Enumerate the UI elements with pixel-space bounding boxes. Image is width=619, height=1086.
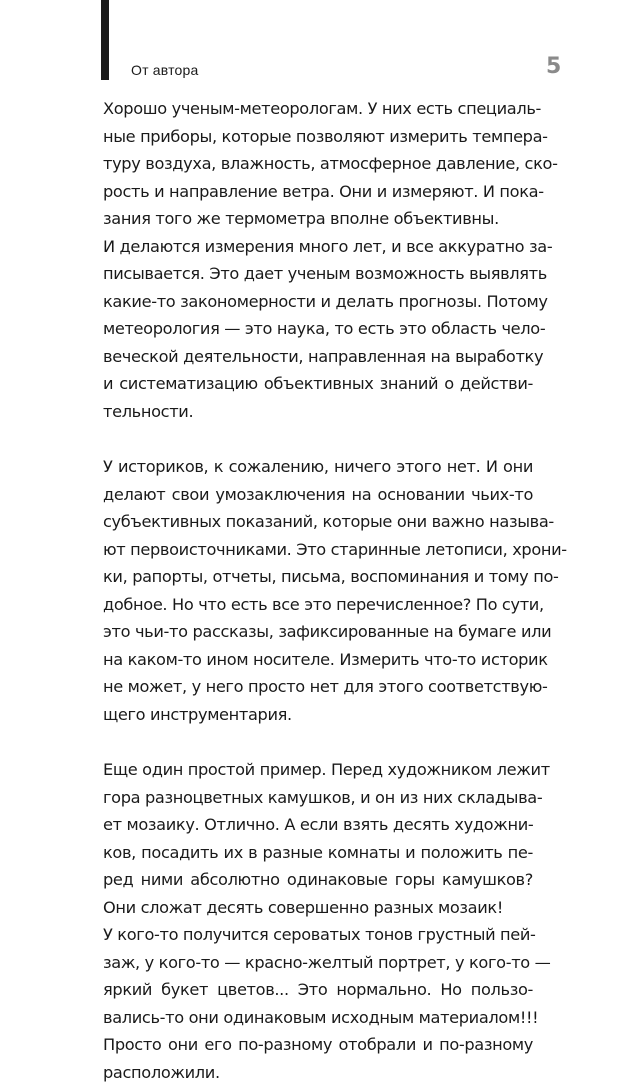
text-line: Хорошо ученым-метеорологам. У них есть специаль- <box>103 95 533 123</box>
text-line: метеорология — это наука, то есть это область чело- <box>103 315 533 343</box>
text-line: вались-то они одинаковым исходным материалом!!! <box>103 1004 533 1032</box>
text-line: туру воздуха, влажность, атмосферное давление, ско- <box>103 150 533 178</box>
text-line: гора разноцветных камушков, и он из них складыва- <box>103 784 533 812</box>
text-line: Еще один простой пример. Перед художником лежит <box>103 756 533 784</box>
text-line: рость и направление ветра. Они и измеряют. И пока- <box>103 178 533 206</box>
text-line: не может, у него просто нет для этого соответствую- <box>103 673 533 701</box>
text-line: щего инструментария. <box>103 701 533 729</box>
text-line: расположили. <box>103 1059 533 1086</box>
text-line: делают свои умозаключения на основании чьих-то <box>103 481 533 509</box>
page-number: 5 <box>546 54 561 79</box>
text-line: ют первоисточниками. Это старинные летописи, хрони- <box>103 536 533 564</box>
text-line: яркий букет цветов... Это нормально. Но пользо- <box>103 976 533 1004</box>
text-line: ков, посадить их в разные комнаты и положить пе- <box>103 839 533 867</box>
text-line: веческой деятельности, направленная на выработку <box>103 343 533 371</box>
header-vertical-bar <box>101 0 109 80</box>
text-line: И делаются измерения много лет, и все аккуратно за- <box>103 233 533 261</box>
body-text <box>103 95 533 1086</box>
text-line: Просто они его по-разному отобрали и по-разному <box>103 1031 533 1059</box>
running-head: От автора <box>131 62 199 78</box>
text-line: добное. Но что есть все это перечисленное? По сути, <box>103 591 533 619</box>
text-line: на каком-то ином носителе. Измерить что-то историк <box>103 646 533 674</box>
text-line: зания того же термометра вполне объективны. <box>103 205 533 233</box>
paragraph-3 <box>103 756 533 1086</box>
text-line: ки, рапорты, отчеты, письма, воспоминания и тому по- <box>103 563 533 591</box>
text-line: тельности. <box>103 398 533 426</box>
text-line: Они сложат десять совершенно разных мозаик! <box>103 894 533 922</box>
text-line: ред ними абсолютно одинаковые горы камушков? <box>103 866 533 894</box>
text-line: У кого-то получится сероватых тонов грустный пей- <box>103 921 533 949</box>
text-line: и систематизацию объективных знаний о действи- <box>103 370 533 398</box>
text-line: какие-то закономерности и делать прогнозы. Потому <box>103 288 533 316</box>
text-line: У историков, к сожалению, ничего этого нет. И они <box>103 453 533 481</box>
text-line: писывается. Это дает ученым возможность выявлять <box>103 260 533 288</box>
text-line: это чьи-то рассказы, зафиксированные на бумаге или <box>103 618 533 646</box>
text-line: ные приборы, которые позволяют измерить темпера- <box>103 123 533 151</box>
text-line: заж, у кого-то — красно-желтый портрет, у кого-то — <box>103 949 533 977</box>
text-line: субъективных показаний, которые они важно называ- <box>103 508 533 536</box>
paragraph-1 <box>103 95 533 425</box>
text-line: ет мозаику. Отлично. А если взять десять художни- <box>103 811 533 839</box>
paragraph-2 <box>103 453 533 728</box>
